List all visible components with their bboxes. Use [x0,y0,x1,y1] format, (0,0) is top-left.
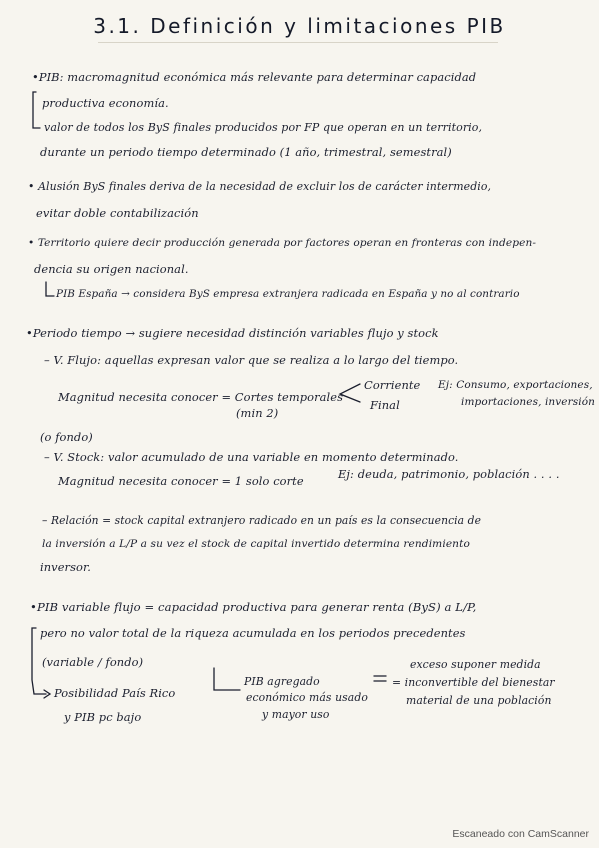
stock-magnitud-line: Magnitud necesita conocer = 1 solo corte [58,474,304,488]
pib-definition-line-2: productiva economía. [42,96,169,110]
flujo-ejemplos-line-1: Ej: Consumo, exportaciones, [438,379,593,391]
v-flujo-line: – V. Flujo: aquellas expresan valor que se realiza a lo largo del tiempo. [44,353,459,367]
posibilidad-line-2: y PIB pc bajo [64,710,142,724]
relacion-line-3: inversor. [40,560,92,574]
flujo-ejemplos-line-2: importaciones, inversión [461,396,595,408]
relacion-line-1: – Relación = stock capital extranjero radicado en un país es la consecuencia de [42,514,482,527]
pib-flujo-line-1: •PIB variable flujo = capacidad productiva para generar renta (ByS) a L/P, [30,600,477,614]
bracket-pib-flujo [32,628,46,694]
stock-ejemplos-line: Ej: deuda, patrimonio, población . . . . [338,467,560,481]
pib-agregado-line-1: PIB agregado [244,675,320,688]
v-stock-line: – V. Stock: valor acumulado de una variable en momento determinado. [44,450,459,464]
brace-corriente-final [340,384,360,402]
fondo-note: (o fondo) [40,430,93,444]
bys-finales-line-2: evitar doble contabilización [36,206,199,220]
flujo-min2: (min 2) [236,406,279,420]
territorio-line-1: • Territorio quiere decir producción generada por factores operan en fronteras con indepen- [28,237,537,249]
scanner-watermark: Escaneado con CamScanner [452,828,589,840]
territorio-line-3: PIB España → considera ByS empresa extranjera radicada en España y no al contrario [56,288,520,300]
pib-flujo-line-2: pero no valor total de la riqueza acumulada en los periodos precedentes [40,626,466,640]
exceso-line-1: exceso suponer medida [410,658,541,671]
bracket-pib-definition [33,92,40,128]
flujo-final: Final [370,398,400,412]
pib-agregado-line-2: económico más usado [246,691,368,704]
bracket-pib-agregado [214,668,240,690]
periodo-line: •Periodo tiempo → sugiere necesidad distinción variables flujo y stock [26,326,439,340]
posibilidad-line-1: Posibilidad País Rico [54,686,176,700]
pib-definition-line-3: valor de todos los ByS finales producidos por FP que operan en un territorio, [44,121,483,134]
pib-flujo-line-3: (variable / fondo) [42,655,144,669]
exceso-line-3: material de una población [406,694,552,707]
flujo-corriente: Corriente [364,378,421,392]
territorio-line-2: dencia su origen nacional. [34,262,189,276]
pib-definition-line-1: •PIB: macromagnitud económica más relevante para determinar capacidad [32,70,477,84]
relacion-line-2: la inversión a L/P a su vez el stock de capital invertido determina rendimiento [42,538,470,550]
pib-definition-line-4: durante un periodo tiempo determinado (1 año, trimestral, semestral) [40,145,452,159]
exceso-line-2: = inconvertible del bienestar [392,676,555,689]
page-title: 3.1. Definición y limitaciones PIB [93,14,506,38]
bracket-pib-espana [46,282,54,296]
pib-agregado-line-3: y mayor uso [262,708,330,721]
bys-finales-line-1: • Alusión ByS finales deriva de la necesidad de excluir los de carácter intermedio, [28,180,492,193]
flujo-magnitud-line: Magnitud necesita conocer = Cortes temporales [58,390,344,404]
